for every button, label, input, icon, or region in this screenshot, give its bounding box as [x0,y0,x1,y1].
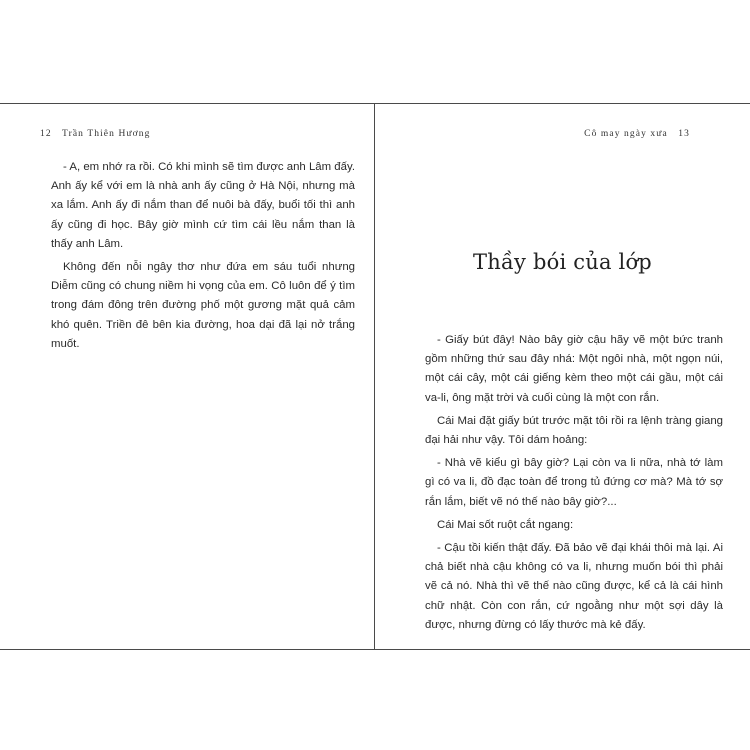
left-running-head [33,129,151,139]
left-page [0,104,374,649]
right-paragraph-1: - Giấy bút đây! Nào bây giờ cậu hãy vẽ một bức tranh gồm những thứ sau đây nhá: Một ngôi nhà, một ngọn núi, một cái cây, một cái giếng kèm theo một cái gầu, một cái va-li, ông mặt trời và cuối cùng là một con rắn. [425,334,723,404]
right-page [375,104,750,649]
book-spread [0,103,750,650]
right-body-text [425,331,723,639]
right-paragraph-3: - Nhà vẽ kiểu gì bây giờ? Lại còn va li nữa, nhà tớ làm gì có va li, đồ đạc toàn để trong tủ đứng cơ mà? Mà tớ sợ rắn lắm, biết vẽ nó thế nào bây giờ?... [425,457,723,508]
left-body-text [51,158,355,358]
right-page-number: 13 [678,129,690,139]
left-paragraph-1: - A, em nhớ ra rồi. Có khi mình sẽ tìm được anh Lâm đấy. Anh ấy kể với em là nhà anh ấy cũng ở Hà Nội, nhưng mà xa lắm. Anh ấy đi nắm than để nuôi bà đấy, buổi tối thì anh ấy cũng đi học. Bây giờ mình cứ tìm cái lều nắm than là thấy anh Lâm. [51,161,355,250]
left-paragraph-2: Không đến nỗi ngây thơ như đứa em sáu tuổi nhưng Diễm cũng có chung niềm hi vọng của em. Cô luôn để ý tìm trong đám đông trên đường phố một gương mặt quả cảm khó quên. Triền đê bên kia đường, hoa dại đã lại nở trắng muốt. [51,261,355,350]
right-paragraph-5: - Cậu tồi kiến thật đấy. Đã bảo vẽ đại khái thôi mà lại. Ai chả biết nhà cậu không có va li, nhưng muốn bói thì phải vẽ cả nó. Nhà thì vẽ thế nào cũng được, kể cả là cái hình chữ nhật. Còn con rắn, cứ ngoằng như một sợi dây là được, nhưng đừng có lấy thước mà kẻ đấy. [425,542,723,631]
left-page-number: 12 [40,129,52,139]
right-paragraph-4: Cái Mai sốt ruột cắt ngang: [437,518,574,531]
right-paragraph-2: Cái Mai đặt giấy bút trước mặt tôi rồi ra lệnh tràng giang đại hải như vậy. Tôi dám hoảng: [425,414,723,447]
right-running-head [584,129,697,139]
chapter-title: Thầy bói của lớp [473,250,652,274]
left-running-head-author: Trần Thiên Hương [62,129,151,139]
right-running-head-title: Cô may ngày xưa [584,129,668,139]
